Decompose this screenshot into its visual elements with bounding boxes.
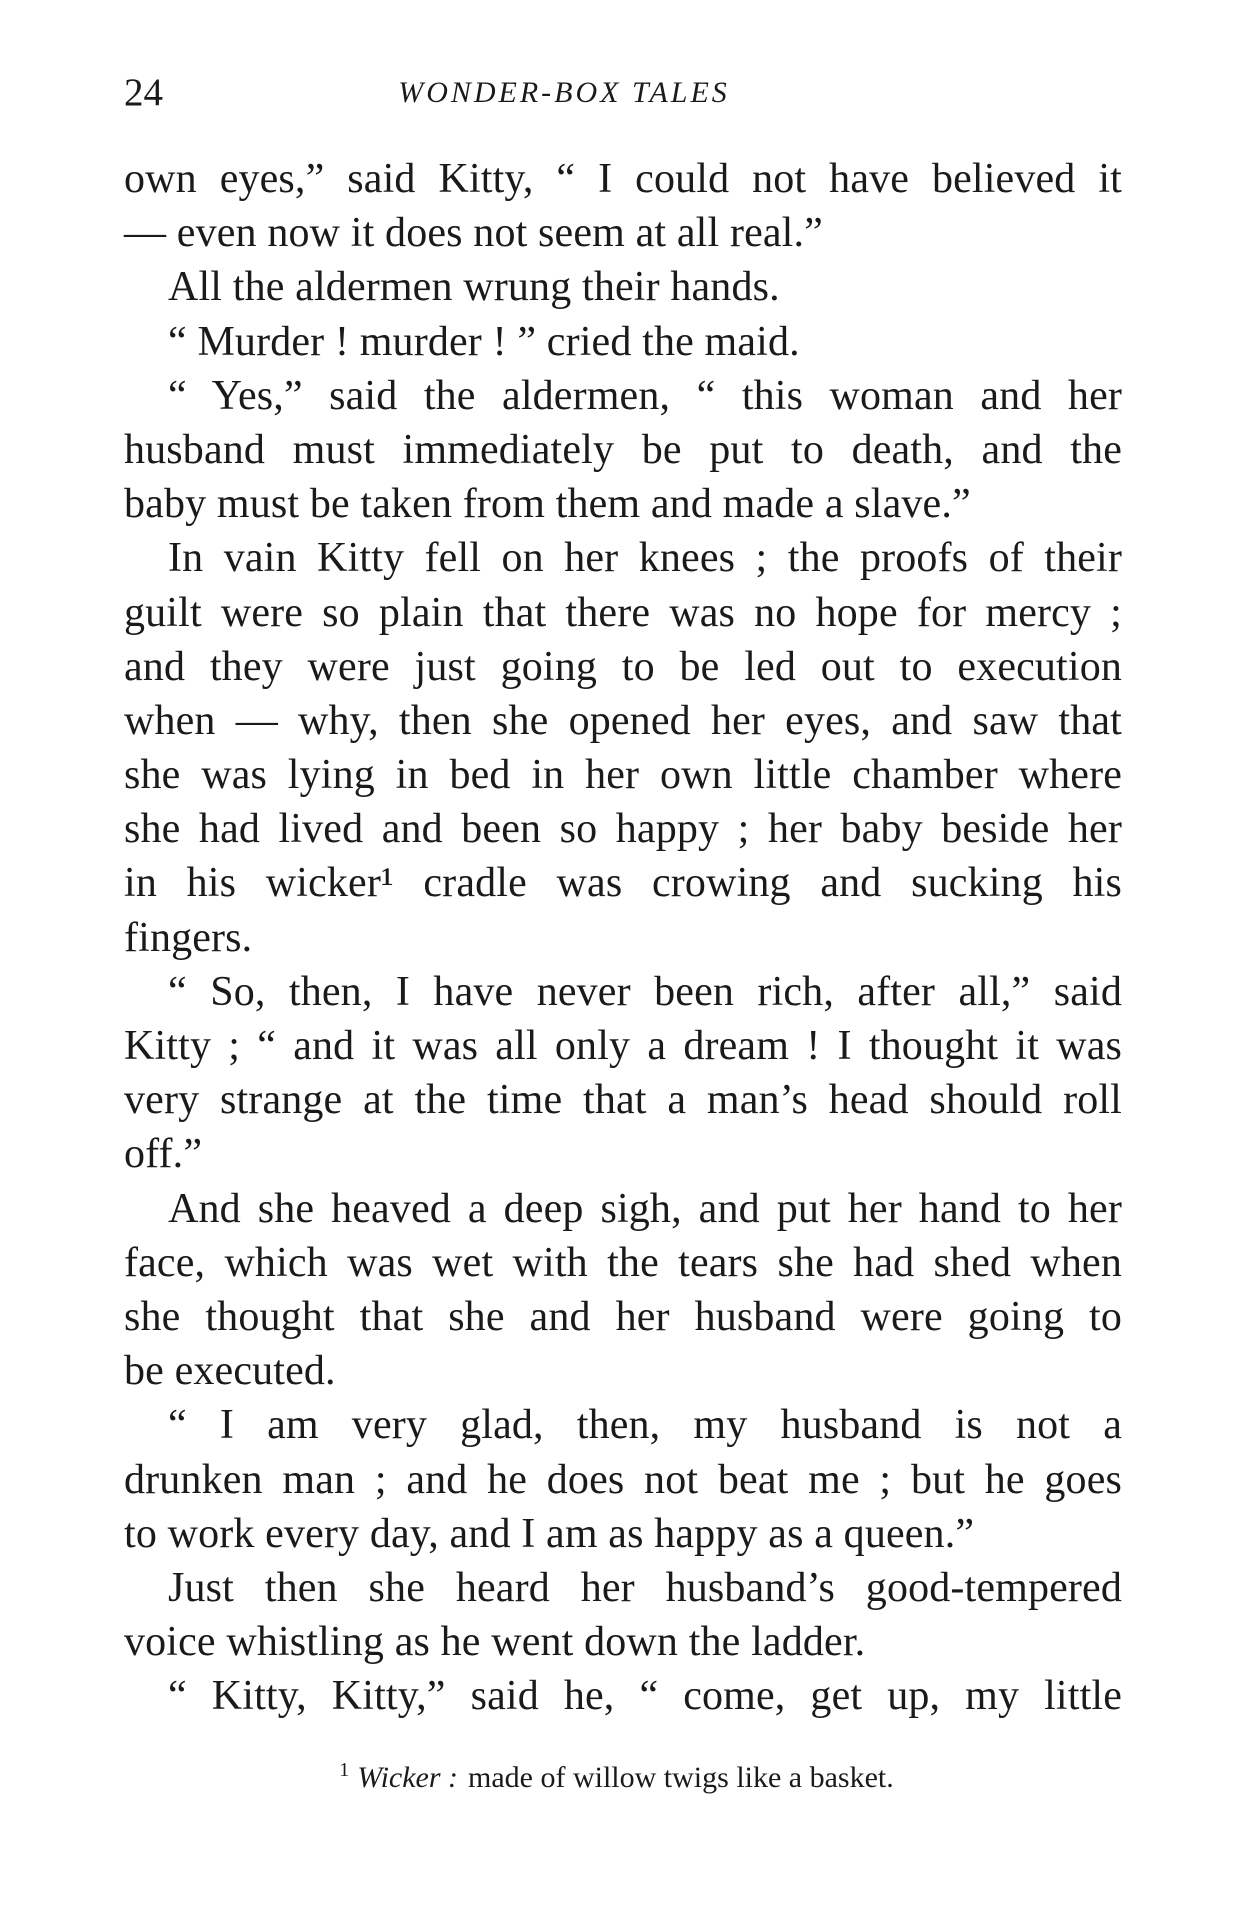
text-line: baby must be taken from them and made a slave.” xyxy=(124,481,971,528)
text-line: very strange at the time that a man’s head should roll xyxy=(124,1077,1122,1124)
text-line: “ Murder ! murder ! ” cried the maid. xyxy=(168,318,800,365)
text-line: own eyes,” said Kitty, “ I could not have believed it xyxy=(124,156,1122,202)
text-line: voice whistling as he went down the ladder. xyxy=(124,1619,866,1666)
text-line: off.” xyxy=(124,1131,203,1178)
text-line: guilt were so plain that there was no hope for mercy ; xyxy=(124,589,1122,636)
footnote xyxy=(0,1750,1233,1798)
text-line: In vain Kitty fell on her knees ; the proofs of their xyxy=(168,535,1122,582)
text-line: “ So, then, I have never been rich, after all,” said xyxy=(168,968,1122,1015)
text-line: she was lying in bed in her own little chamber where xyxy=(124,752,1122,799)
footnote-term: Wicker : xyxy=(357,1761,459,1794)
text-line: she thought that she and her husband were going to xyxy=(124,1293,1122,1340)
footnote-marker: 1 xyxy=(339,1759,350,1781)
page-header xyxy=(124,68,1104,118)
text-line: fingers. xyxy=(124,914,253,961)
text-line: when — why, then she opened her eyes, and saw that xyxy=(124,697,1122,744)
text-line: face, which was wet with the tears she had shed when xyxy=(124,1239,1122,1286)
text-line: to work every day, and I am as happy as a queen.” xyxy=(124,1510,975,1557)
text-line: And she heaved a deep sigh, and put her hand to her xyxy=(168,1185,1122,1232)
text-line: in his wicker¹ cradle was crowing and sucking his xyxy=(124,860,1122,907)
text-line: “ Yes,” said the aldermen, “ this woman and her xyxy=(168,372,1122,419)
page-number: 24 xyxy=(124,71,163,114)
body-text xyxy=(124,152,1122,1723)
text-line: be executed. xyxy=(124,1348,336,1395)
text-line: — even now it does not seem at all real.” xyxy=(124,210,823,257)
text-line: “ I am very glad, then, my husband is not a xyxy=(168,1402,1122,1449)
text-line: Just then she heard her husband’s good-tempered xyxy=(168,1564,1122,1611)
footnote-text: made of willow twigs like a basket. xyxy=(468,1761,894,1794)
text-line: drunken man ; and he does not beat me ; but he goes xyxy=(124,1456,1122,1503)
text-line: she had lived and been so happy ; her baby beside her xyxy=(124,806,1122,853)
text-line: and they were just going to be led out to execution xyxy=(124,643,1122,690)
text-line: All the aldermen wrung their hands. xyxy=(168,264,780,311)
text-line: husband must immediately be put to death, and the xyxy=(124,426,1122,473)
text-line: “ Kitty, Kitty,” said he, “ come, get up, my little xyxy=(168,1673,1122,1720)
running-title: WONDER-BOX TALES xyxy=(398,76,730,109)
text-line: Kitty ; “ and it was all only a dream ! I thought it was xyxy=(124,1023,1122,1069)
